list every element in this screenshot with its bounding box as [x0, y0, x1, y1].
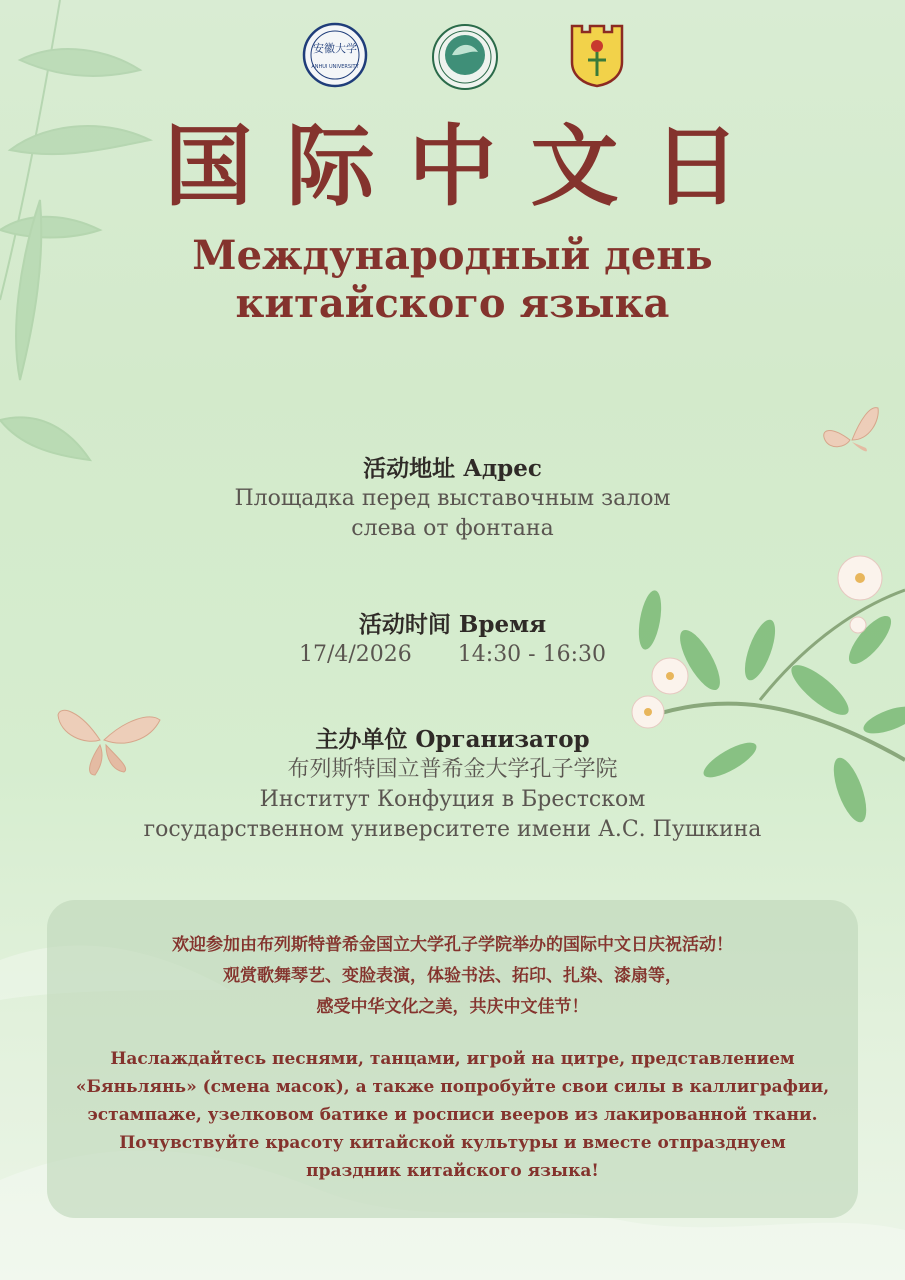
organizer-line: государственном университете имени А.С. Пушкина — [143, 817, 762, 842]
address-line: слева от фонтана — [351, 516, 554, 541]
invitation-ru-line: Почувствуйте красоту китайской культуры и вместе отпразднуем — [119, 1133, 786, 1153]
address-label: 活动地址 Адрес — [363, 455, 542, 482]
anhui-logo-en: ANHUI UNIVERSITY — [311, 64, 359, 70]
invitation-cn-line: 感受中华文化之美，共庆中文佳节！ — [316, 997, 589, 1017]
event-date: 17/4/2026 — [298, 642, 412, 667]
invitation-ru-line: «Бяньлянь» (смена масок), а также попробуйте свои силы в каллиграфии, — [75, 1077, 830, 1097]
invitation-russian — [0, 1045, 905, 1185]
title-chinese: 国际中文日 — [164, 115, 775, 218]
organizer-line: 布列斯特国立普希金大学孔子学院 — [287, 757, 618, 782]
invitation-chinese — [0, 930, 905, 1023]
organizer-section — [0, 725, 905, 845]
invitation-ru-line: эстампаже, узелковом батике и росписи вееров из лакированной ткани. — [87, 1105, 818, 1125]
invitation-ru-line: Наслаждайтесь песнями, танцами, игрой на цитре, представлением — [110, 1049, 795, 1069]
title-russian-line: китайского языка — [235, 280, 670, 327]
logo-row — [0, 22, 905, 94]
confucius-institute-logo — [430, 22, 500, 92]
organizer-label: 主办单位 Организатор — [315, 726, 590, 753]
anhui-university-logo — [302, 22, 368, 88]
invitation-ru-line: праздник китайского языка! — [306, 1161, 599, 1181]
butterfly-right-decoration — [824, 408, 879, 452]
anhui-logo-cn: 安徽大学 — [313, 42, 357, 55]
invitation-cn-line: 观赏歌舞琴艺、变脸表演，体验书法、拓印、扎染、漆扇等， — [223, 966, 682, 986]
time-section — [0, 610, 905, 670]
event-hours: 14:30 - 16:30 — [457, 642, 607, 667]
invitation-cn-line: 欢迎参加由布列斯特普希金国立大学孔子学院举办的国际中文日庆祝活动！ — [172, 935, 733, 955]
time-label: 活动时间 Время — [358, 611, 547, 638]
brest-university-shield-logo — [568, 22, 626, 88]
title-russian-line: Международный день — [192, 232, 713, 279]
address-line: Площадка перед выставочным залом — [234, 486, 671, 511]
title-russian — [0, 232, 905, 328]
address-section — [0, 454, 905, 544]
organizer-line: Институт Конфуция в Брестском — [259, 787, 646, 812]
